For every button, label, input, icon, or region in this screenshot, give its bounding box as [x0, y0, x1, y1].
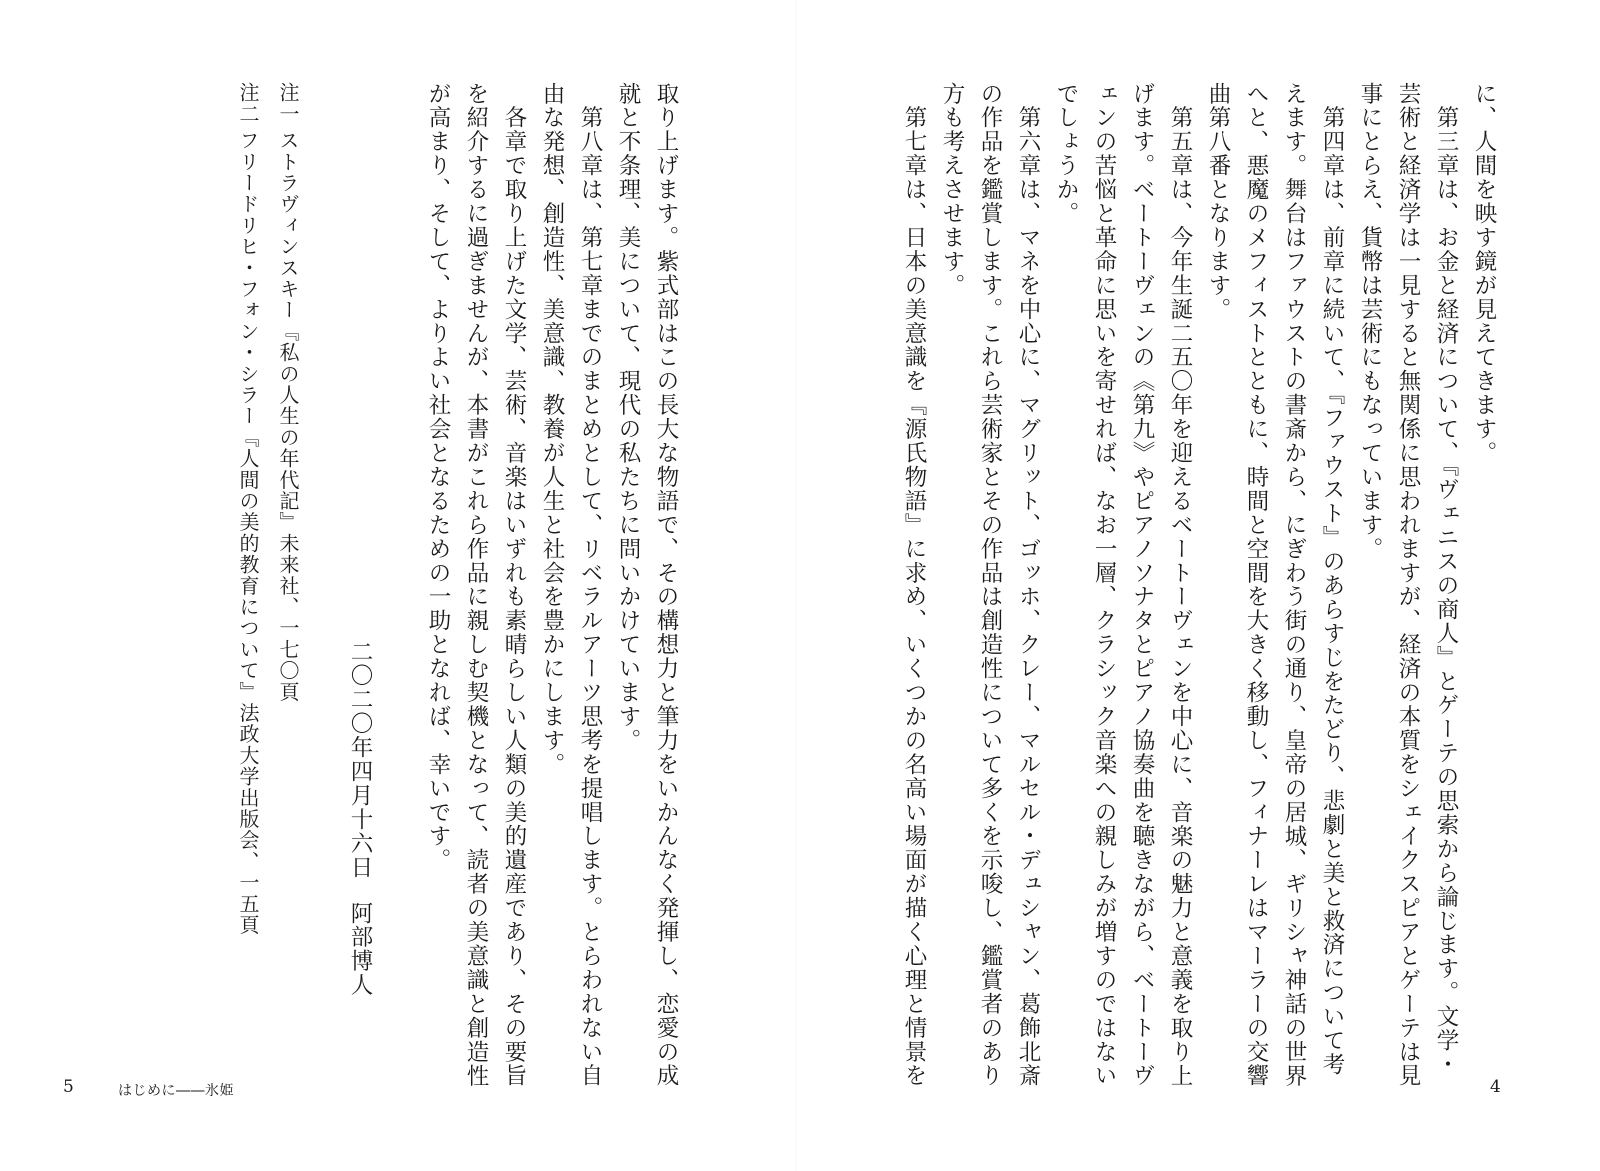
- body-line: 曲第八番となります。: [1205, 82, 1231, 322]
- author-name: 阿部博人: [347, 901, 373, 998]
- page-number-right: 4: [1490, 1077, 1501, 1097]
- body-line: 芸術と経済学は一見すると無関係に思われますが、経済の本質をシェイクスピアとゲーテは見: [1395, 82, 1421, 1088]
- left-page-body: [419, 82, 685, 1088]
- body-line: 第四章は、前章に続いて、『ファウスト』のあらすじをたどり、悲劇と美と救済について考: [1319, 82, 1345, 1077]
- body-line: を紹介するに過ぎませんが、本書がこれら作品に親しむ契機となって、読者の美意識と創造性: [463, 82, 489, 1088]
- body-line: 事にとらえ、貨幣は芸術にもなっています。: [1357, 82, 1383, 561]
- body-line: げます。ベートーヴェンの《第九》やピアノソナタとピアノ協奏曲を聴きながら、ベートーヴ: [1129, 82, 1155, 1088]
- page-number-left: 5: [63, 1077, 74, 1097]
- body-line: 各章で取り上げた文学、芸術、音楽はいずれも素晴らしい人類の美的遺産であり、その要旨: [501, 82, 527, 1088]
- body-line: えます。舞台はファウストの書斎から、にぎわう街の通り、皇帝の居城、ギリシャ神話の世界: [1281, 82, 1307, 1088]
- date-signature: [341, 640, 379, 997]
- body-line: 第八章は、第七章までのまとめとして、リベラルアーツ思考を提唱します。とらわれない自: [577, 82, 603, 1088]
- body-line: 取り上げます。紫式部はこの長大な物語で、その構想力と筆力をいかんなく発揮し、恋愛の成: [653, 82, 679, 1088]
- running-head: はじめに――氷姫: [118, 1083, 234, 1099]
- page-gutter: [795, 0, 797, 1171]
- body-line: 第六章は、マネを中心に、マグリット、ゴッホ、クレー、マルセル・デュシャン、葛飾北斎: [1015, 82, 1041, 1088]
- footnotes: [228, 82, 308, 936]
- body-line: 就と不条理、美について、現代の私たちに問いかけています。: [615, 82, 641, 753]
- body-line: でしょうか。: [1053, 82, 1079, 226]
- body-line: 第七章は、日本の美意識を『源氏物語』に求め、いくつかの名高い場面が描く心理と情景を: [901, 82, 927, 1088]
- footnote-item: [268, 82, 308, 936]
- body-line: 第三章は、お金と経済について、『ヴェニスの商人』とゲーテの思索から論じます。文学・: [1433, 82, 1459, 1077]
- footnote-text: フリードリヒ・フォン・シラー『人間の美的教育について』法政大学出版会、一五頁: [236, 130, 260, 936]
- body-line: へと、悪魔のメフィストとともに、時間と空間を大きく移動し、フィナーレはマーラーの交響: [1243, 82, 1269, 1088]
- body-line: 第五章は、今年生誕二五〇年を迎えるベートーヴェンを中心に、音楽の魅力と意義を取り上: [1167, 82, 1193, 1088]
- footnote-label: 注二: [236, 82, 260, 125]
- body-line: が高まり、そして、よりよい社会となるための一助となれば、幸いです。: [425, 82, 451, 873]
- footnote-text: ストラヴィンスキー『私の人生の年代記』未来社、一七〇頁: [276, 130, 300, 703]
- body-line: 由な発想、創造性、美意識、教養が人生と社会を豊かにします。: [539, 82, 565, 777]
- body-line: 方も考えさせます。: [939, 82, 965, 298]
- date: 二〇二〇年四月十六日: [347, 640, 373, 880]
- footnote-item: [228, 82, 268, 936]
- right-page-body: [895, 82, 1503, 1088]
- body-line: に、人間を映す鏡が見えてきます。: [1471, 82, 1497, 466]
- footnote-label: 注一: [276, 82, 300, 125]
- body-line: ェンの苦悩と革命に思いを寄せれば、なお一層、クラシック音楽への親しみが増すのではない: [1091, 82, 1117, 1088]
- body-line: の作品を鑑賞します。これら芸術家とその作品は創造性について多くを示唆し、鑑賞者のあり: [977, 82, 1003, 1088]
